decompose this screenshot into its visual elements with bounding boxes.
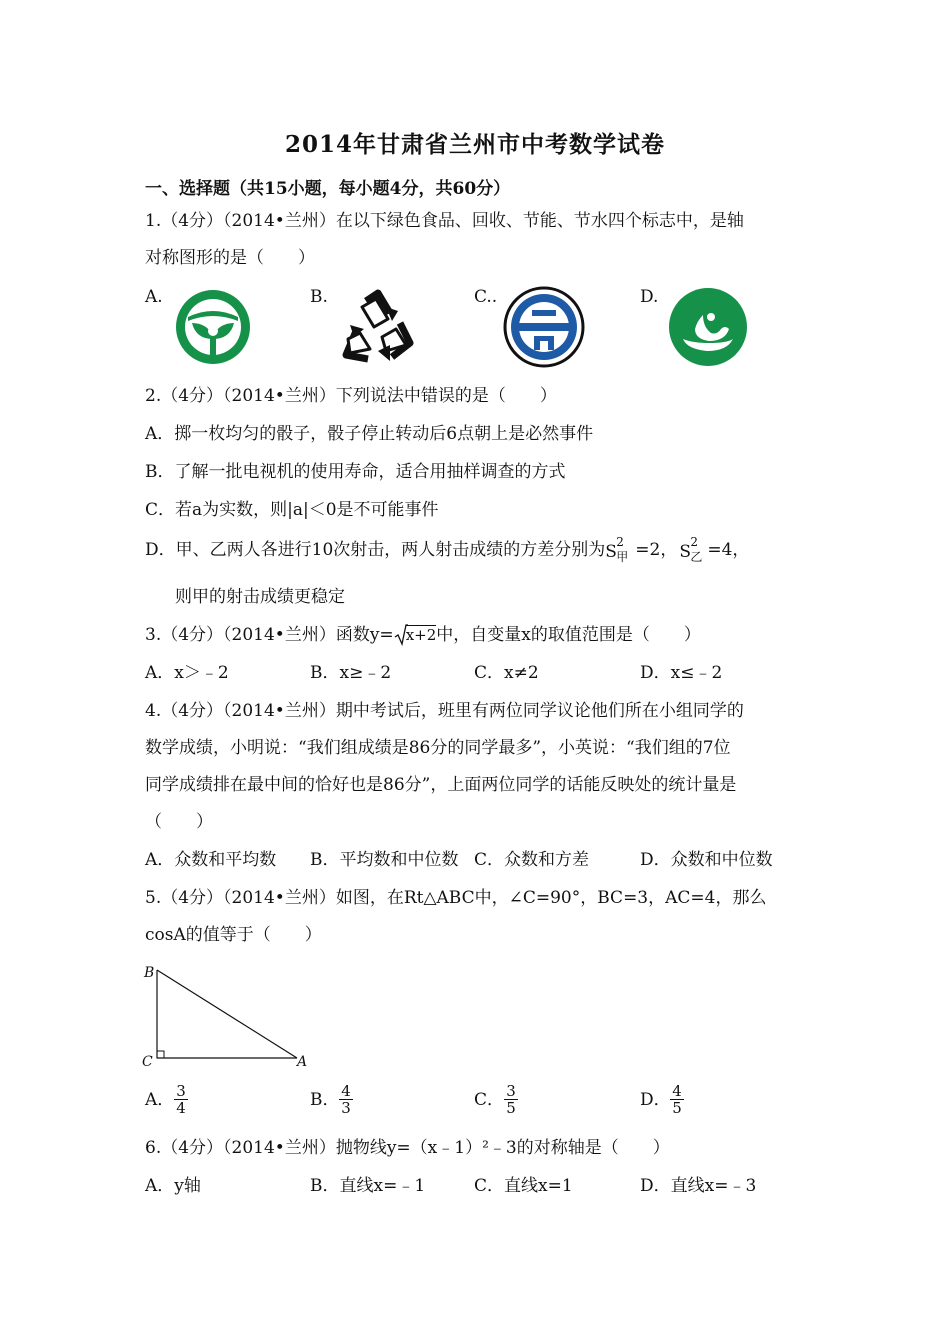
q5-option-b-label: B．: [310, 1090, 340, 1110]
variance-jia-value: =2，: [635, 540, 678, 560]
recycle-logo-icon: [338, 289, 418, 365]
q5-option-d-fraction: [670, 1083, 684, 1116]
q6-option-c: C．直线x=1: [474, 1176, 573, 1196]
q5-option-b-fraction: [339, 1083, 353, 1116]
q4-stem-line3: 同学成绩排在最中间的恰好也是86分”，上面两位同学的话能反映处的统计量是: [145, 775, 737, 795]
q4-stem-line2: 数学成绩，小明说：“我们组成绩是86分的同学最多”，小英说：“我们组的7位: [145, 738, 731, 758]
q3-stem-post: 中，自变量x的取值范围是（ ）: [436, 625, 701, 645]
q3-option-a: A．x＞﹣2: [145, 663, 229, 683]
q1-option-c-label: C..: [474, 287, 498, 307]
q3-option-d: D．x≤﹣2: [640, 663, 723, 683]
variance-yi: [677, 535, 707, 564]
variance-sup: 2: [616, 535, 624, 549]
q2-option-d: [145, 535, 750, 564]
q5-option-a-label: A．: [145, 1090, 175, 1110]
q3-option-b: B．x≥﹣2: [310, 663, 392, 683]
q2-option-a: A．掷一枚均匀的骰子，骰子停止转动后6点朝上是必然事件: [145, 424, 594, 444]
vertex-c-label: C: [142, 1054, 153, 1070]
fraction-numerator: 3: [174, 1083, 188, 1100]
q4-stem-line1: 4.（4分）（2014•兰州）期中考试后，班里有两位同学议论他们所在小组同学的: [145, 701, 744, 721]
vertex-b-label: B: [144, 965, 155, 981]
q4-stem-line4: （ ）: [145, 812, 213, 832]
q3-option-c: C．x≠2: [474, 663, 539, 683]
variance-jia: [605, 535, 635, 564]
q1-option-a-label: A.: [145, 287, 163, 307]
q6-option-d: D．直线x=﹣3: [640, 1176, 757, 1196]
water-saving-logo-icon: [667, 287, 749, 367]
q4-option-d: D．众数和中位数: [640, 850, 773, 870]
sqrt-radicand: x+2: [405, 626, 437, 644]
fraction-numerator: 4: [339, 1083, 353, 1100]
q2-option-c: C．若a为实数，则|a|＜0是不可能事件: [145, 500, 439, 520]
sqrt-icon: [394, 624, 408, 646]
q6-option-b: B．直线x=﹣1: [310, 1176, 426, 1196]
q3-stem: [145, 625, 701, 645]
fraction-denominator: 5: [672, 1099, 682, 1117]
q1-stem-line2: 对称图形的是（ ）: [145, 248, 315, 268]
q5-stem-line1: 5.（4分）（2014•兰州）如图，在Rt△ABC中，∠C=90°，BC=3，AC=4，那么: [145, 888, 767, 908]
energy-saving-logo-icon: [503, 286, 585, 368]
q4-option-b: B．平均数和中位数: [310, 850, 459, 870]
q1-stem-line1: 1.（4分）（2014•兰州）在以下绿色食品、回收、节能、节水四个标志中，是轴: [145, 211, 744, 231]
q5-option-c-fraction: [504, 1083, 518, 1116]
q2-option-d-line2: 则甲的射击成绩更稳定: [175, 587, 345, 607]
q5-option-c-label: C．: [474, 1090, 505, 1110]
right-angle-mark: [157, 1051, 164, 1058]
fraction-numerator: 3: [504, 1083, 518, 1100]
fraction-numerator: 4: [670, 1083, 684, 1100]
variance-sup: 2: [690, 535, 698, 549]
right-triangle-figure: [140, 960, 320, 1070]
q2-stem: 2.（4分）（2014•兰州）下列说法中错误的是（ ）: [145, 386, 557, 406]
variance-sub-jia: 甲: [616, 550, 629, 564]
side-ab: [157, 970, 297, 1058]
q5-option-a-fraction: [174, 1083, 188, 1116]
page-title: 2014年甘肃省兰州市中考数学试卷: [284, 131, 665, 158]
q6-option-a: A．y轴: [145, 1176, 201, 1196]
q4-option-c: C．众数和方差: [474, 850, 590, 870]
q4-option-a: A．众数和平均数: [145, 850, 277, 870]
q1-option-b-label: B.: [310, 287, 328, 307]
q1-option-d-label: D.: [640, 287, 659, 307]
fraction-denominator: 5: [506, 1099, 516, 1117]
variance-sub-yi: 乙: [690, 550, 703, 564]
vertex-a-label: A: [297, 1054, 308, 1070]
section-heading: 一、选择题（共15小题，每小题4分，共60分）: [145, 179, 511, 199]
q2-option-b: B．了解一批电视机的使用寿命，适合用抽样调查的方式: [145, 462, 566, 482]
fraction-denominator: 4: [176, 1099, 186, 1117]
q2-option-d-prefix: D．甲、乙两人各进行10次射击，两人射击成绩的方差分别为: [145, 540, 606, 560]
fraction-denominator: 3: [341, 1099, 351, 1117]
variance-symbol: S: [605, 542, 617, 562]
green-food-logo-icon: [172, 287, 254, 367]
q5-option-d-label: D．: [640, 1090, 671, 1110]
variance-symbol: S: [679, 542, 691, 562]
variance-yi-value: =4，: [707, 540, 750, 560]
q5-stem-line2: cosA的值等于（ ）: [145, 925, 322, 945]
q6-stem: 6.（4分）（2014•兰州）抛物线y=（x﹣1）²﹣3的对称轴是（ ）: [145, 1138, 670, 1158]
q3-stem-pre: 3.（4分）（2014•兰州）函数y=: [145, 625, 394, 645]
sqrt-expression: [394, 625, 437, 645]
